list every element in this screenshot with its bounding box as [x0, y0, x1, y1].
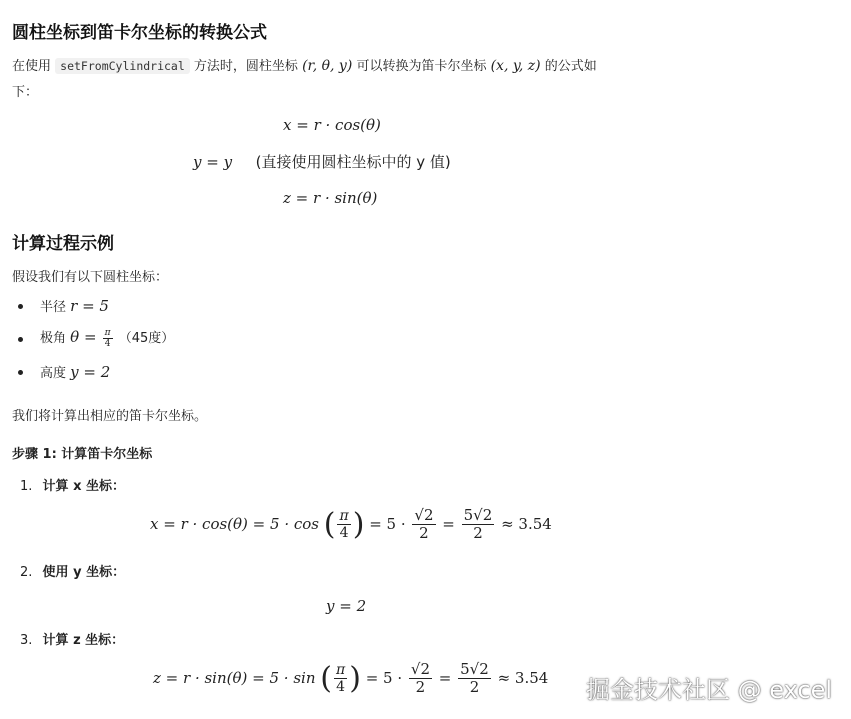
compute-note: 我们将计算出相应的笛卡尔坐标。 — [12, 409, 208, 424]
step-1-item — [20, 475, 125, 494]
bullet-height-math: y = 2 — [70, 363, 111, 381]
step-2-number: 2. — [20, 565, 33, 580]
two-denominator: 2 — [473, 524, 483, 543]
four-denominator: 4 — [336, 679, 346, 696]
right-paren: ) — [352, 506, 365, 542]
left-paren: ( — [320, 660, 332, 696]
formula-y-row — [193, 151, 451, 172]
cartesian-tuple: (x, y, z) — [490, 58, 541, 74]
pi-numerator: π — [335, 662, 346, 679]
intro-prefix: 在使用 — [12, 59, 52, 74]
eq-equals: = — [442, 514, 455, 533]
sqrt2-over-2 — [412, 507, 435, 543]
eq-equals: = — [438, 668, 452, 687]
intro-line-2: 下： — [12, 85, 39, 100]
bullet-angle-label: 极角 — [40, 331, 67, 346]
step-1-number: 1. — [20, 479, 33, 494]
bullet-angle-math: θ = — [70, 328, 97, 346]
five-sqrt2-over-2 — [458, 661, 491, 697]
equation-z — [153, 661, 548, 697]
pi-numerator: π — [339, 508, 349, 525]
pi-over-4 — [337, 508, 350, 541]
intro-middle: 方法时，圆柱坐标 — [193, 59, 298, 74]
assume-text: 假设我们有以下圆柱坐标： — [12, 270, 169, 285]
bullet-radius-label: 半径 — [40, 300, 67, 315]
section-heading-example: 计算过程示例 — [12, 234, 114, 254]
two-denominator: 2 — [469, 678, 480, 697]
bullet-dot — [18, 337, 23, 342]
two-denominator: 2 — [419, 524, 429, 543]
intro-suffix: 的公式如 — [544, 59, 597, 74]
sqrt2-numerator: √2 — [414, 506, 434, 524]
step-1-label: 计算 x 坐标： — [42, 479, 125, 494]
intro-middle2: 可以转换为笛卡尔坐标 — [356, 59, 487, 74]
cylindrical-tuple: (r, θ, y) — [302, 58, 353, 74]
bullet-height — [40, 362, 110, 381]
five-sqrt2-over-2 — [462, 507, 495, 543]
bullet-angle-suffix: （45度） — [118, 331, 175, 346]
step-3-number: 3. — [20, 633, 33, 648]
equation-y: y = 2 — [326, 597, 367, 615]
eq-x-lhs: x = r · cos(θ) = 5 · cos — [150, 514, 319, 533]
pi-over-4 — [334, 662, 347, 695]
formula-z: z = r · sin(θ) — [283, 189, 378, 207]
bullet-angle — [40, 327, 174, 349]
eq-times-5: = 5 · — [369, 514, 406, 533]
four-denominator: 4 — [339, 525, 349, 542]
bullet-height-label: 高度 — [40, 366, 67, 381]
step-3-label: 计算 z 坐标： — [42, 633, 125, 648]
angle-fraction-num: π — [104, 327, 111, 338]
step-heading: 步骤 1: 计算笛卡尔坐标 — [12, 447, 153, 462]
right-paren: ) — [349, 660, 361, 696]
step-3-item — [20, 629, 124, 648]
intro-line-1 — [12, 55, 597, 74]
formula-x: x = r · cos(θ) — [283, 116, 381, 134]
two-denominator: 2 — [415, 678, 426, 697]
five-sqrt2-numerator: 5√2 — [463, 506, 493, 524]
bullet-dot — [18, 304, 23, 309]
angle-fraction — [103, 328, 113, 350]
bullet-radius — [40, 296, 109, 315]
angle-fraction-den: 4 — [104, 339, 111, 349]
watermark: 掘金技术社区 @ excel — [586, 676, 833, 704]
bullet-radius-math: r = 5 — [70, 297, 109, 315]
eq-approx: ≈ 3.54 — [497, 668, 549, 687]
five-sqrt2-numerator: 5√2 — [460, 660, 489, 678]
eq-approx: ≈ 3.54 — [501, 514, 552, 533]
formula-y: y = y — [193, 153, 233, 171]
bullet-dot — [18, 370, 23, 375]
sqrt2-numerator: √2 — [410, 660, 430, 678]
eq-z-lhs: z = r · sin(θ) = 5 · sin — [153, 668, 316, 687]
sqrt2-over-2 — [409, 661, 432, 697]
eq-times-5: = 5 · — [365, 668, 403, 687]
formula-y-note: (直接使用圆柱坐标中的 y 值) — [255, 153, 451, 171]
step-2-label: 使用 y 坐标： — [42, 565, 126, 580]
section-heading-conversion: 圆柱坐标到笛卡尔坐标的转换公式 — [12, 23, 267, 43]
equation-x — [150, 507, 552, 543]
method-code: setFromCylindrical — [55, 58, 190, 74]
step-2-item — [20, 561, 125, 580]
left-paren: ( — [323, 506, 336, 542]
